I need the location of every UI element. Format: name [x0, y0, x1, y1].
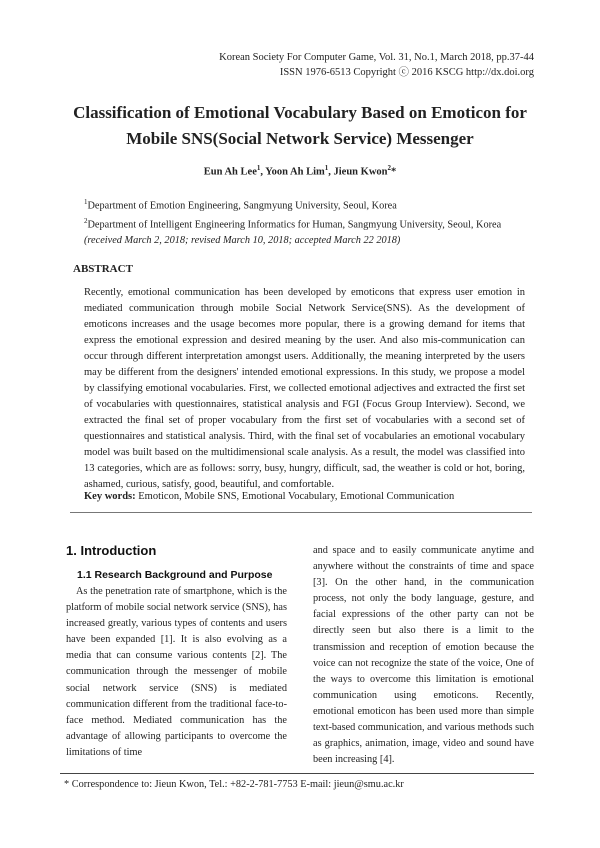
issn-copyright: ISSN 1976-6513 Copyright ⓒ 2016 KSCG http://dx.doi.org: [279, 67, 534, 78]
paper-title: [40, 100, 560, 152]
received-dates: (received March 2, 2018; revised March 10, 2018; accepted March 22 2018): [84, 234, 401, 246]
author-affil-mark: 1: [324, 164, 329, 172]
affiliation-2: [84, 214, 524, 233]
journal-citation: Korean Society For Computer Game, Vol. 31, No.1, March 2018, pp.37-44: [219, 52, 534, 63]
abstract-heading: ABSTRACT: [73, 263, 133, 275]
corresponding-author-mark: *: [391, 166, 397, 178]
affiliations: [84, 195, 524, 248]
journal-header: [219, 50, 534, 80]
title-line-1: Classification of Emotional Vocabulary Based on Emoticon for: [73, 103, 527, 122]
section-heading-introduction: 1. Introduction: [66, 543, 157, 558]
keywords-text: Emoticon, Mobile SNS, Emotional Vocabulary, Emotional Communication: [138, 491, 455, 502]
subsection-heading-background: 1.1 Research Background and Purpose: [77, 569, 273, 581]
affil-text: Department of Intelligent Engineering Informatics for Human, Sangmyung University, Seoul, Korea: [87, 219, 502, 231]
footnote-divider: [60, 773, 534, 774]
affil-number: 2: [84, 216, 88, 225]
author-affil-mark: 2: [387, 164, 391, 172]
affiliation-1: [84, 195, 524, 214]
intro-column-right: and space and to easily communicate anytime and anywhere without the constraints of time and space [3]. On the other hand, in the communication process, not only the body language, gesture, and facial expressions of the other party can not be directly seen but also there is a limit to the transmission and reception of emotion because the voice can not recognize the state of the voice, One of the ways to overcome this limitation is emotional communication using emoticons. Recently, emotional emoticon has been used more than simple text-based communication, and various methods such as graphics, animation, image, video and sound have been increasing [4].: [313, 545, 534, 766]
author-name: Yoon Ah Lim: [265, 166, 325, 178]
author-list: Eun Ah Lee$^1$, Yoon Ah Lim$^1$, Jieun Kwon$^2$*: [203, 164, 397, 178]
author-name: Eun Ah Lee: [203, 166, 257, 178]
affil-number: 1: [84, 198, 88, 206]
author-affil-mark: 1: [256, 164, 261, 172]
abstract-body: Recently, emotional communication has been developed by emoticons that express user emotion in mediated communication through mobile Social Network Service(SNS). As the development of emoticons increases and the usage becomes more popular, there is a growing demand for items that express the emotional expression and desired meaning by the user. And also mis-communication can occur through different interpretation amongst users. Additionally, the meaning interpreted by the users may be different from the designers' intended emotional expressions. In this study, we propose a model by classifying emotional vocabularies. First, we collected emotional adjectives and extracted the first set of vocabularies with questionnaires, statistical analysis and FGI (Focus Group Interview). Second, we extracted the final set of proper vocabulary from the first set of vocabularies with a second set of questionnaires and statistical analysis. Third, with the final set of vocabularies an emotional vocabulary model was built based on the multidimensional scale analysis. As a result, the model was classified into 13 categories, which are as follows: sorry, busy, hungry, difficult, sad, the weather is cold or hot, boring, ashamed, curious, satisfy, good, beautiful, and comfortable.: [84, 287, 525, 490]
keywords: [84, 491, 525, 502]
correspondence-footnote: * Correspondence to: Jieun Kwon, Tel.: +82-2-781-7753 E-mail: jieun@smu.ac.kr: [64, 779, 404, 790]
abstract-divider: [70, 512, 532, 513]
keywords-label: Key words:: [84, 491, 136, 502]
title-line-2: Mobile SNS(Social Network Service) Messenger: [126, 129, 474, 148]
intro-column-left: As the penetration rate of smartphone, which is the platform of mobile social network service (SNS), has increased greatly, various types of contents and users have been expanded [1]. It is also evolving as a media that can consume various contents [2]. The communication through the messenger of mobile social network service (SNS) is mediated communication different from the traditional face-to-face method. Mediated communication has the advantage of allowing participants to overcome the limitations of time: [66, 586, 287, 758]
affil-text: Department of Emotion Engineering, Sangmyung University, Seoul, Korea: [87, 200, 397, 212]
author-name: Jieun Kwon: [333, 166, 388, 178]
